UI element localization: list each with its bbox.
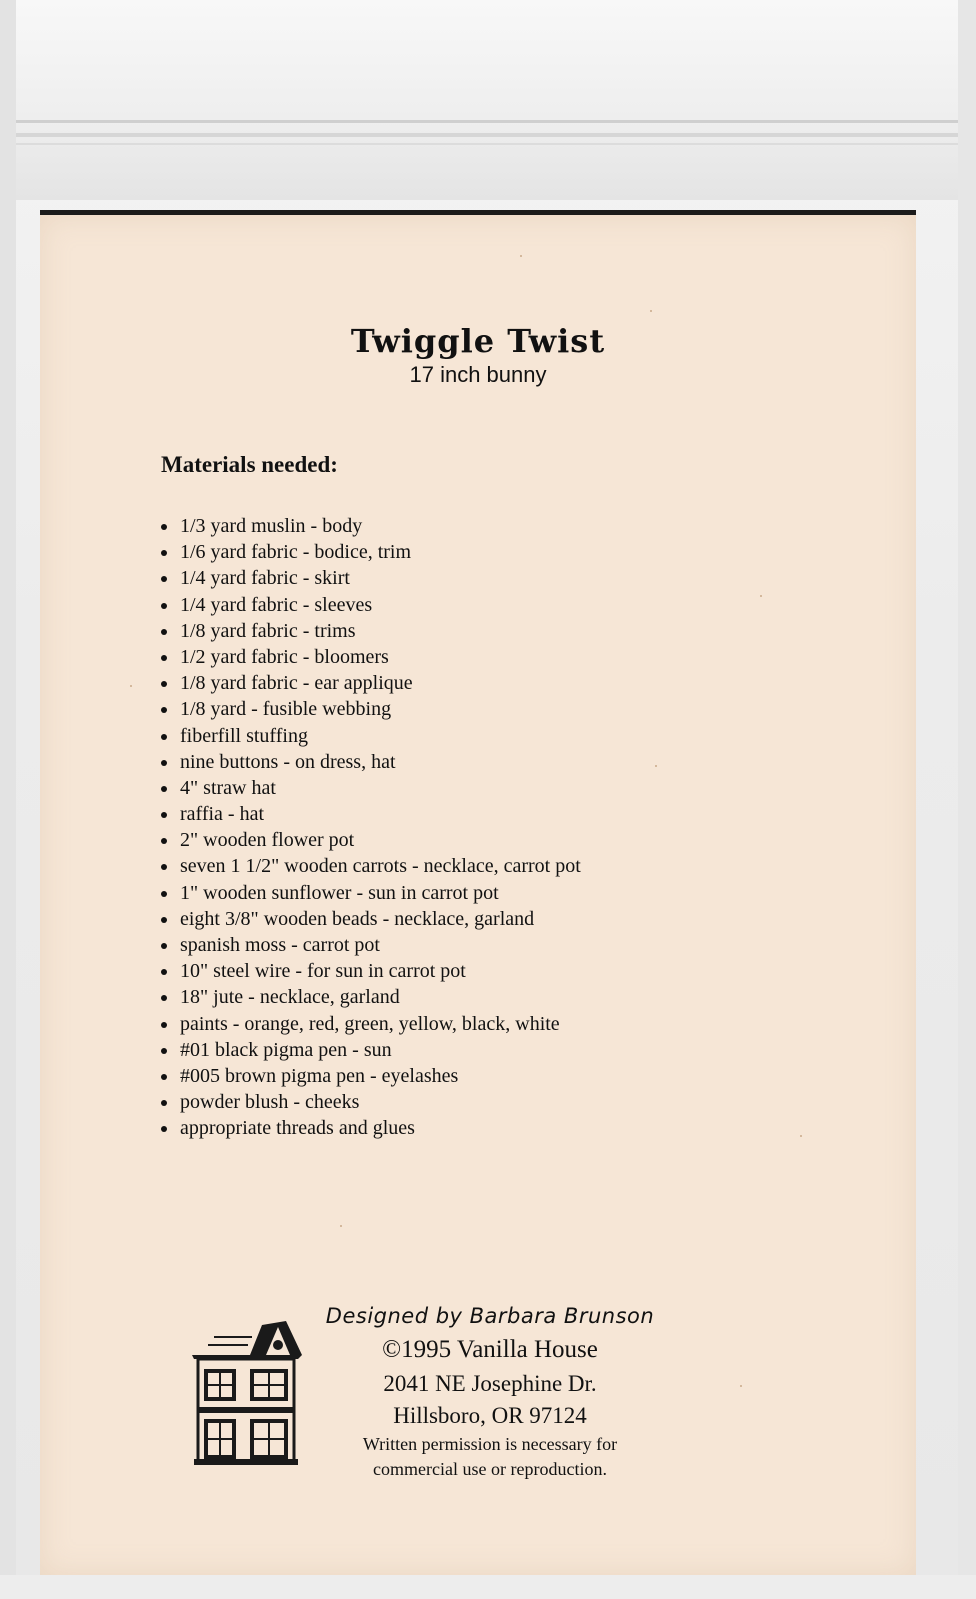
list-item: raffia - hat — [158, 801, 581, 827]
permission-note-line1: Written permission is necessary for — [362, 1434, 618, 1454]
pattern-card — [40, 210, 916, 1575]
list-item: nine buttons - on dress, hat — [158, 749, 581, 775]
list-item: 1/8 yard fabric - trims — [158, 618, 581, 644]
credits-block — [310, 1300, 670, 1482]
paper-speck — [655, 765, 657, 767]
list-item: 10" steel wire - for sun in carrot pot — [158, 958, 581, 984]
paper-speck — [520, 255, 522, 257]
permission-note-line2: commercial use or reproduction. — [373, 1459, 607, 1479]
list-item: 1/6 yard fabric - bodice, trim — [158, 539, 581, 565]
list-item: eight 3/8" wooden beads - necklace, garland — [158, 906, 581, 932]
pattern-subtitle: 17 inch bunny — [409, 362, 547, 387]
list-item: paints - orange, red, green, yellow, black, white — [158, 1011, 581, 1037]
materials-list — [158, 513, 581, 1142]
list-item: 4" straw hat — [158, 775, 581, 801]
paper-speck — [740, 1385, 742, 1387]
bag-edge-right — [958, 0, 976, 1599]
zipper-seal-ridge — [10, 133, 960, 137]
list-item: 1/4 yard fabric - skirt — [158, 565, 581, 591]
materials-heading: Materials needed: — [161, 452, 338, 477]
house-icon — [190, 1315, 302, 1465]
list-item: 1/2 yard fabric - bloomers — [158, 644, 581, 670]
list-item: #005 brown pigma pen - eyelashes — [158, 1063, 581, 1089]
list-item: #01 black pigma pen - sun — [158, 1037, 581, 1063]
address-city: Hillsboro, OR 97124 — [393, 1403, 587, 1428]
designer-credit: Designed by Barbara Brunson — [325, 1304, 655, 1328]
bag-edge-bottom — [0, 1575, 976, 1599]
list-item: spanish moss - carrot pot — [158, 932, 581, 958]
zipper-seal-lower — [10, 143, 960, 145]
list-item: 1/3 yard muslin - body — [158, 513, 581, 539]
list-item: 2" wooden flower pot — [158, 827, 581, 853]
list-item: powder blush - cheeks — [158, 1089, 581, 1115]
copyright-line: ©1995 Vanilla House — [382, 1336, 598, 1363]
list-item: appropriate threads and glues — [158, 1115, 581, 1141]
address-street: 2041 NE Josephine Dr. — [383, 1371, 597, 1396]
list-item: 1/8 yard - fusible webbing — [158, 696, 581, 722]
list-item: seven 1 1/2" wooden carrots - necklace, carrot pot — [158, 853, 581, 879]
plastic-bag-top — [0, 0, 976, 200]
paper-speck — [650, 310, 652, 312]
paper-speck — [130, 685, 132, 687]
pattern-title: Twiggle Twist — [350, 322, 606, 360]
paper-speck — [800, 1135, 802, 1137]
paper-speck — [760, 595, 762, 597]
list-item: 1/4 yard fabric - sleeves — [158, 592, 581, 618]
list-item: fiberfill stuffing — [158, 723, 581, 749]
zipper-seal — [10, 120, 960, 123]
list-item: 18" jute - necklace, garland — [158, 984, 581, 1010]
list-item: 1/8 yard fabric - ear applique — [158, 670, 581, 696]
paper-speck — [340, 1225, 342, 1227]
bag-edge-left — [0, 0, 16, 1599]
list-item: 1" wooden sunflower - sun in carrot pot — [158, 880, 581, 906]
